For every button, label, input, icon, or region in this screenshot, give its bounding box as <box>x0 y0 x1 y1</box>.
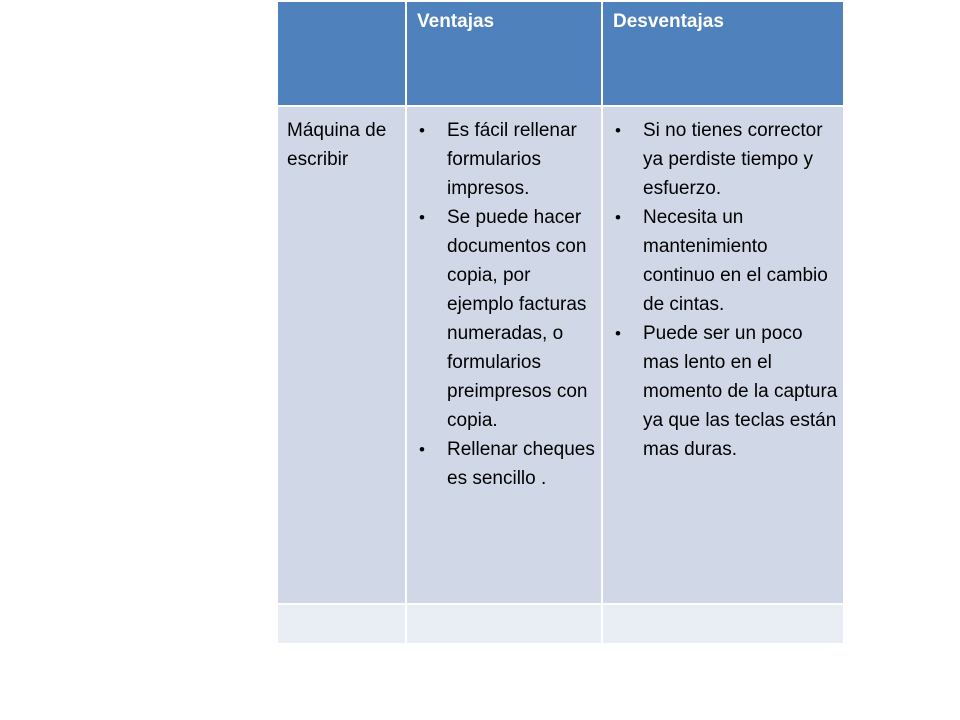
empty-cell <box>277 604 406 644</box>
list-item-text: Es fácil rellenar formularios impresos. <box>447 120 577 199</box>
list-item-text: Puede ser un poco mas lento en el momento de la captura ya que las teclas están mas duras. <box>643 323 838 460</box>
header-cell-desventajas: Desventajas <box>602 1 844 106</box>
list-item-text: Necesita un mantenimiento continuo en el cambio de cintas. <box>643 207 828 315</box>
list-item <box>612 319 839 464</box>
list-item-text: Se puede hacer documentos con copia, por ejemplo facturas numeradas, o formularios preimpresos con copia. <box>447 207 588 431</box>
desventajas-list <box>603 107 843 464</box>
table-row <box>277 106 844 604</box>
empty-cell <box>602 604 844 644</box>
bullet-icon: • <box>615 208 621 227</box>
desventajas-cell <box>602 106 844 604</box>
empty-row <box>277 604 844 644</box>
header-cell-empty <box>277 1 406 106</box>
list-item-text: Rellenar cheques es sencillo . <box>447 439 595 489</box>
bullet-icon: • <box>615 121 621 140</box>
header-cell-ventajas: Ventajas <box>406 1 602 106</box>
list-item <box>416 203 597 435</box>
bullet-icon: • <box>615 324 621 343</box>
list-item <box>612 116 839 203</box>
ventajas-cell <box>406 106 602 604</box>
header-row <box>277 1 844 106</box>
empty-cell <box>406 604 602 644</box>
comparison-table <box>276 0 845 645</box>
row-label: Máquina de escribir <box>277 106 406 604</box>
bullet-icon: • <box>419 121 425 140</box>
bullet-icon: • <box>419 208 425 227</box>
bullet-icon: • <box>419 440 425 459</box>
list-item <box>416 116 597 203</box>
list-item <box>612 203 839 319</box>
list-item <box>416 435 597 493</box>
ventajas-list <box>407 107 601 493</box>
list-item-text: Si no tienes corrector ya perdiste tiempo y esfuerzo. <box>643 120 823 199</box>
